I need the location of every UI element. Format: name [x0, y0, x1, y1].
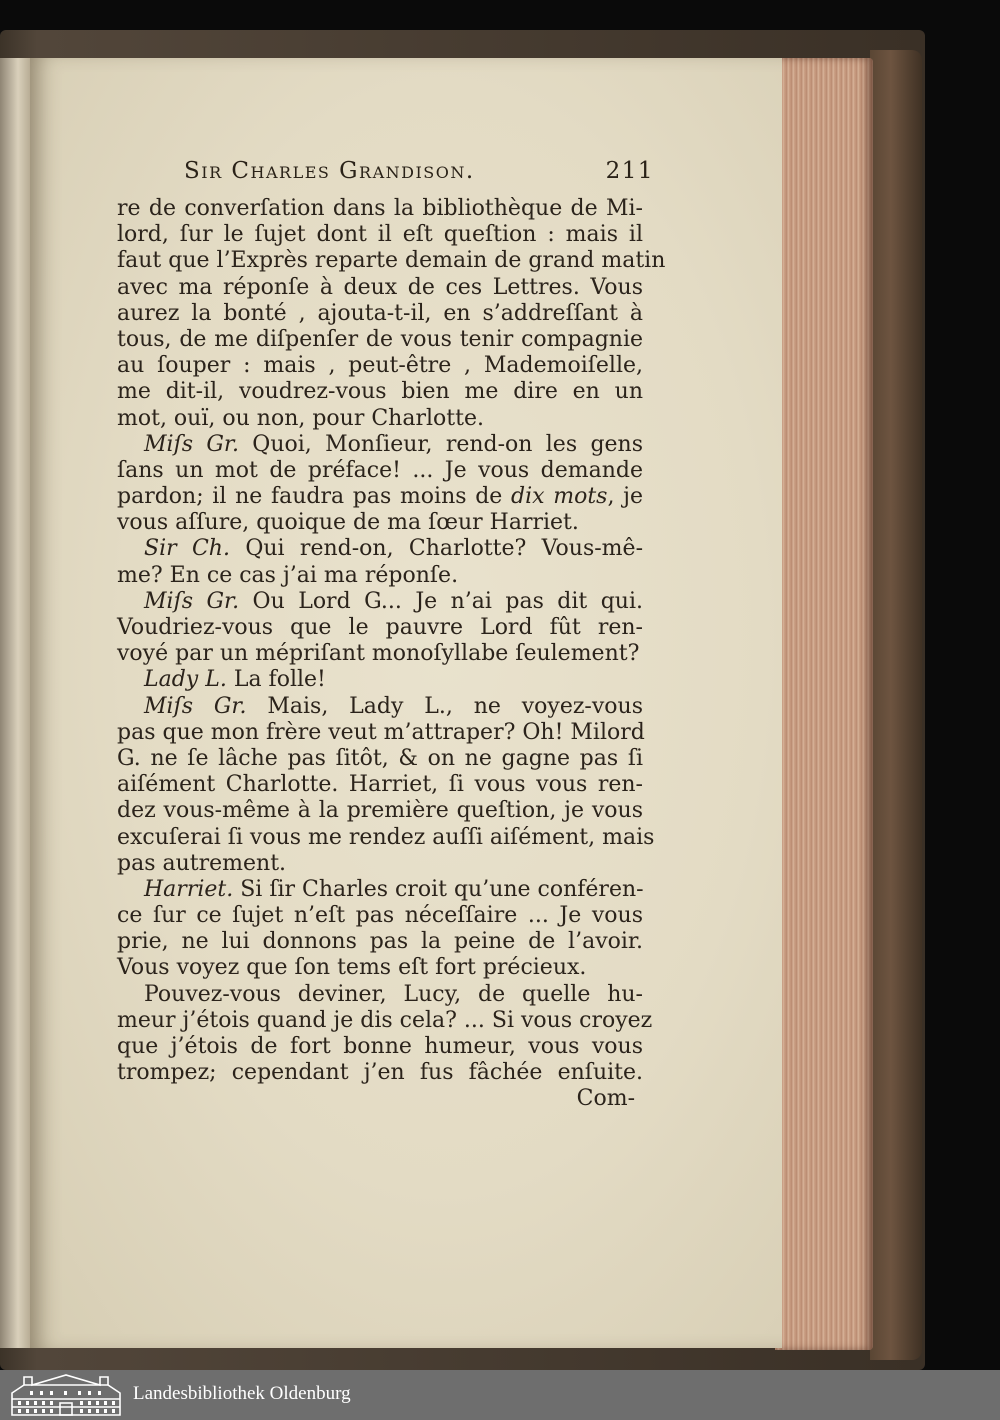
text-segment: me? En ce cas j’ai ma réponſe. — [117, 562, 459, 588]
page-text — [117, 196, 666, 1113]
text-segment: re de converſation dans la bibliothèque de Mi- — [117, 196, 643, 221]
text-line — [117, 248, 666, 274]
text-line — [117, 536, 643, 562]
text-segment: tous, de me diſpenſer de vous tenir compagnie — [117, 326, 643, 352]
text-segment: Quoi, Monſieur, rend-on les gens — [238, 431, 644, 457]
text-line — [117, 484, 643, 510]
text-segment: Voudriez-vous que le pauvre Lord fût ren- — [117, 615, 643, 640]
text-line — [117, 327, 643, 353]
text-segment: avec ma réponſe à deux de ces Lettres. Vous — [117, 274, 643, 300]
text-segment: trompez; cependant j’en fus fâchée enſuite. — [117, 1060, 643, 1086]
text-line — [117, 353, 643, 379]
text-segment: pardon; il ne faudra pas moins de — [117, 484, 512, 510]
text-segment: voyé par un mépriſant monoſyllabe ſeulement? — [117, 641, 640, 667]
text-line — [117, 589, 643, 615]
text-segment: mot, ouï, ou non, pour Charlotte. — [117, 405, 484, 431]
text-line — [117, 746, 643, 772]
text-line — [117, 1060, 643, 1086]
text-line — [117, 379, 643, 405]
italic-text: Miſs Gr. — [144, 693, 247, 719]
text-segment: , je — [607, 484, 643, 510]
library-building-icon — [10, 1373, 122, 1417]
catchword — [117, 1086, 643, 1112]
text-segment: ſans un mot de préface! ... Je vous demande — [117, 457, 643, 483]
text-line — [117, 982, 643, 1008]
text-line — [117, 798, 643, 824]
text-line — [117, 955, 643, 981]
footer-bar — [0, 1370, 1000, 1420]
text-line — [117, 903, 643, 929]
text-line — [117, 510, 643, 536]
text-line — [117, 406, 643, 432]
italic-text: Harriet. — [144, 876, 234, 902]
text-line — [117, 929, 643, 955]
text-segment: pas autrement. — [117, 850, 287, 876]
text-segment: ce ſur ce ſujet n’eſt pas néceſſaire ... Je vous — [117, 903, 643, 929]
text-segment: faut que l’Exprès reparte demain de grand matin — [117, 248, 666, 274]
text-segment: G. ne ſe lâche pas ſitôt, & on ne gagne pas ſi — [117, 745, 643, 771]
text-line — [117, 563, 643, 589]
text-segment: aiſément Charlotte. Harriet, ſi vous vous ren- — [117, 772, 643, 798]
text-segment: Com- — [576, 1086, 635, 1112]
book-cover-edge — [870, 50, 922, 1360]
text-segment: pas que mon frère veut m’attraper? Oh! Milord — [117, 719, 645, 745]
text-segment: au ſouper : mais , peut-être , Mademoiſelle, — [117, 353, 643, 379]
running-header — [184, 158, 654, 192]
italic-text: Miſs Gr. — [144, 431, 239, 457]
text-segment: La folle! — [226, 667, 326, 693]
text-segment: Si ſir Charles croit qu’une conféren- — [233, 876, 644, 902]
text-line — [117, 694, 643, 720]
text-line — [117, 615, 643, 641]
text-segment: lord, ſur le ſujet dont il eſt queſtion : mais il — [117, 222, 643, 248]
text-segment: Pouvez-vous deviner, Lucy, de quelle hu- — [144, 981, 643, 1007]
page-number: 211 — [605, 158, 654, 184]
text-segment: meur j’étois quand je dis cela? ... Si vous croyez — [117, 1007, 653, 1033]
italic-text: Sir Ch. — [144, 536, 230, 562]
text-segment: me dit-il, voudrez-vous bien me dire en un — [117, 379, 643, 405]
page-fore-edge — [775, 58, 873, 1350]
text-segment: Qui rend-on, Charlotte? Vous-mê- — [229, 536, 643, 562]
text-line — [117, 772, 643, 798]
text-segment: Vous voyez que ſon tems eſt fort précieux. — [117, 955, 587, 981]
library-name: Landesbibliothek Oldenburg — [133, 1383, 351, 1404]
text-line — [117, 458, 643, 484]
text-line — [117, 432, 643, 458]
text-segment: aurez la bonté , ajouta-t-il, en s’addreſſant à — [117, 300, 643, 326]
text-segment: vous aſſure, quoique de ma ſœur Harriet. — [117, 510, 579, 536]
text-line — [117, 641, 643, 667]
italic-text: dix mots — [511, 484, 608, 510]
running-title: Sir Charles Grandison. — [184, 158, 475, 184]
text-line — [117, 824, 655, 851]
italic-text: Lady L. — [144, 667, 227, 693]
text-line — [117, 222, 643, 248]
text-line — [117, 1007, 653, 1034]
text-line — [117, 720, 643, 746]
text-line — [117, 851, 643, 877]
text-segment: Mais, Lady L., ne voyez-vous — [246, 693, 644, 719]
text-line — [117, 1034, 643, 1060]
text-segment: Ou Lord G... Je n’ai pas dit qui. — [239, 588, 643, 614]
text-line — [117, 301, 643, 327]
text-segment: excuſerai ſi vous me rendez auſſi aiſément, mais — [117, 824, 655, 850]
text-line — [117, 877, 643, 903]
text-line — [117, 196, 643, 222]
text-line — [117, 667, 643, 693]
text-segment: prie, ne lui donnons pas la peine de l’avoir. — [117, 929, 643, 955]
left-page-edge — [0, 58, 30, 1348]
text-segment: dez vous-même à la première queſtion, je vous — [117, 798, 643, 824]
text-segment: que j’étois de fort bonne humeur, vous vous — [117, 1034, 643, 1059]
italic-text: Miſs Gr. — [144, 588, 240, 614]
text-line — [117, 275, 643, 301]
